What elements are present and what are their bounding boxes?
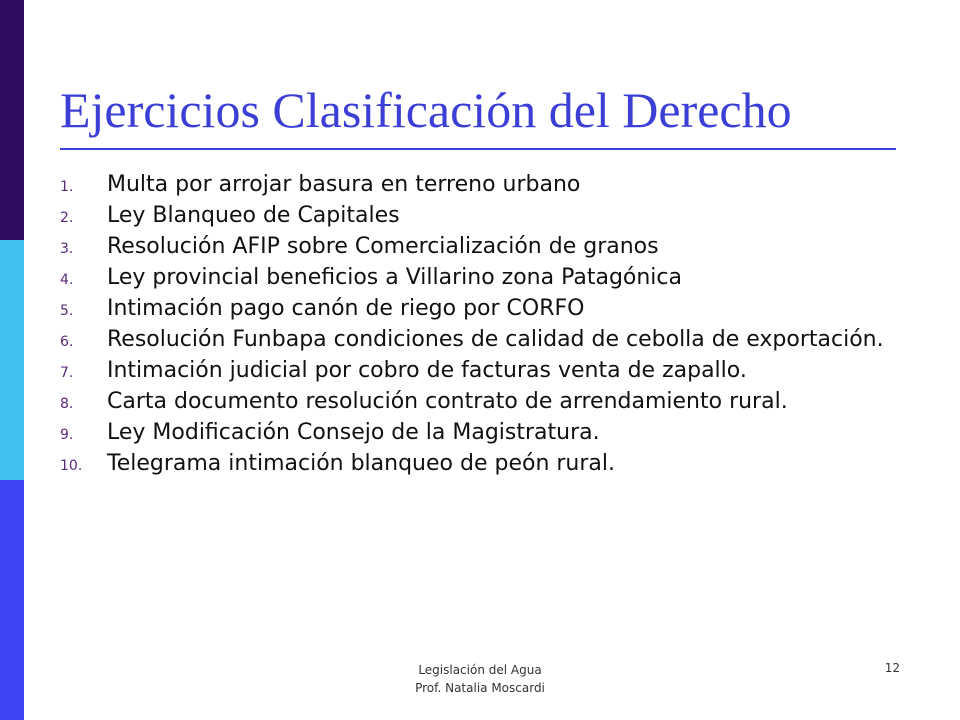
item-number: 2. <box>60 210 74 226</box>
footer-course: Legislación del Agua <box>418 663 542 677</box>
side-bar-middle <box>0 240 24 480</box>
item-number: 10. <box>60 458 83 474</box>
item-text: Resolución Funbapa condiciones de calidad de cebolla de exportación. <box>107 327 884 352</box>
footer-author <box>380 661 580 697</box>
item-text: Multa por arrojar basura en terreno urbano <box>107 172 581 197</box>
item-text: Telegrama intimación blanqueo de peón rural. <box>107 451 615 476</box>
item-number: 5. <box>60 303 74 319</box>
list-item <box>60 358 910 384</box>
item-number: 4. <box>60 272 74 288</box>
item-number: 1. <box>60 179 74 195</box>
item-text: Ley Modificación Consejo de la Magistratura. <box>107 420 600 445</box>
list-item <box>60 296 910 322</box>
item-text: Ley provincial beneficios a Villarino zona Patagónica <box>107 265 682 290</box>
item-text: Intimación pago canón de riego por CORFO <box>107 296 585 321</box>
item-number: 9. <box>60 427 74 443</box>
list-item <box>60 265 910 291</box>
item-text: Carta documento resolución contrato de arrendamiento rural. <box>107 389 788 414</box>
exercise-list <box>60 172 910 482</box>
page-number: 12 <box>884 661 900 675</box>
item-number: 7. <box>60 365 74 381</box>
item-number: 6. <box>60 334 74 350</box>
title-underline <box>60 148 896 150</box>
list-item <box>60 234 910 260</box>
list-item <box>60 203 910 229</box>
list-item <box>60 389 910 415</box>
list-item <box>60 327 910 353</box>
slide-title: Ejercicios Clasificación del Derecho <box>60 82 792 138</box>
list-item <box>60 172 910 198</box>
item-text: Ley Blanqueo de Capitales <box>107 203 400 228</box>
footer-professor: Prof. Natalia Moscardi <box>415 681 545 695</box>
item-number: 3. <box>60 241 74 257</box>
item-text: Resolución AFIP sobre Comercialización de granos <box>107 234 659 259</box>
item-number: 8. <box>60 396 74 412</box>
side-bar-bottom <box>0 480 24 720</box>
side-bar-top <box>0 0 24 240</box>
list-item <box>60 451 910 477</box>
item-text: Intimación judicial por cobro de facturas venta de zapallo. <box>107 358 747 383</box>
list-item <box>60 420 910 446</box>
